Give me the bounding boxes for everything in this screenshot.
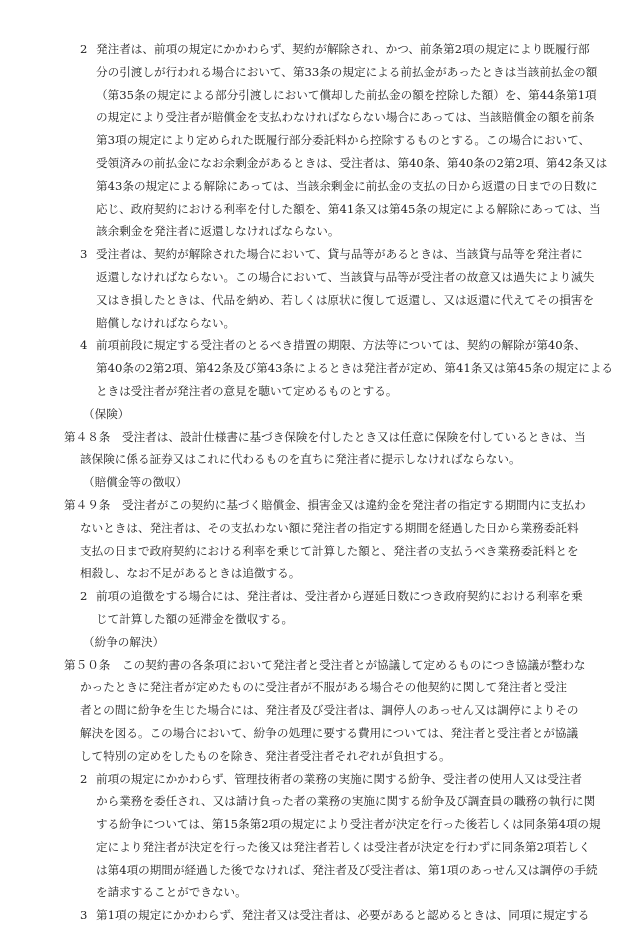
paragraph-number: 4: [80, 338, 88, 353]
paragraph: [0, 38, 630, 243]
article-heading: [0, 471, 630, 494]
paragraph-number: 2: [80, 771, 88, 786]
text-line: 又はき損したときは、代品を納め、若しくは原状に復して返還し、又は返還に代えてその損害を: [96, 292, 595, 307]
paragraph-number: 3: [80, 247, 88, 262]
text-line: 前項の追徴をする場合には、発注者は、受注者から遅延日数につき政府契約における利率を乗: [96, 589, 583, 604]
text-line: 返還しなければならない。この場合において、当該貸与品等が受注者の故意又は過失により滅失: [96, 269, 595, 284]
text-line: かったときに発注者が定めたものに受注者が不服がある場合その他契約に関して発注者と受注: [80, 680, 567, 695]
paragraph: [0, 334, 630, 402]
text-line: 者との間に紛争を生じた場合には、発注者及び受注者は、調停人のあっせん又は調停によりその: [80, 703, 579, 718]
text-line: 受注者は、契約が解除された場合において、貸与品等があるときは、当該貸与品等を発注者に: [96, 247, 583, 262]
text-line: 前項前段に規定する受注者のとるべき措置の期限、方法等については、契約の解除が第40条、: [96, 338, 586, 353]
article-heading: [0, 403, 630, 426]
text-line: から業務を委任され、又は請け負った者の業務の実施に関する紛争及び調査員の職務の執行に関: [96, 794, 596, 809]
text-line: 該保険に係る証券又はこれに代わるものを直ちに発注者に提示しなければならない。: [80, 452, 521, 467]
text-line: 第４８条 受注者は、設計仕様書に基づき保険を付したとき又は任意に保険を付しているときは、当: [64, 429, 586, 444]
article: [0, 494, 630, 585]
text-line: 定により発注者が決定を行った後又は発注者若しくは受注者が決定を行わずに同条第2項若しく: [96, 839, 591, 854]
text-line: 第４９条 受注者がこの契約に基づく賠償金、損害金又は違約金を発注者の指定する期間内に支払わ: [64, 497, 586, 512]
text-line: 該余剰金を発注者に返還しなければならない。: [96, 224, 340, 239]
paragraph-number: 2: [80, 589, 88, 604]
text-line: 発注者は、前項の規定にかかわらず、契約が解除され、かつ、前条第2項の規定により既履行部: [96, 42, 590, 56]
paragraph-number: 3: [80, 908, 88, 923]
paragraph: [0, 585, 630, 631]
paragraph: [0, 243, 630, 334]
text-line: は第4項の期間が経過した後でなければ、発注者及び受注者は、第1項のあっせん又は調停の手続: [96, 862, 598, 877]
text-line: 支払の日まで政府契約における利率を乗じて計算した額と、発注者の支払うべき業務委託料とを: [80, 543, 579, 558]
text-line: 解決を図る。この場合において、紛争の処理に要する費用については、発注者と受注者とが協議: [80, 725, 579, 740]
text-line: 応じ、政府契約における利率を付した額を、第41条又は第45条の規定による解除にあっては、当: [96, 201, 601, 216]
text-line: 相殺し、なお不足があるときは追徴する。: [80, 566, 301, 581]
article: [0, 426, 630, 472]
text-line: を請求することができない。: [96, 885, 247, 900]
text-line: 賠償しなければならない。: [96, 315, 236, 330]
text-line: して特別の定めをしたものを除き、発注者受注者それぞれが負担する。: [80, 748, 451, 763]
article-heading: [0, 631, 630, 654]
text-line: じて計算した額の延滞金を徴収する。: [96, 611, 294, 626]
text-line: の規定により受注者が賠償金を支払わなければならない場合にあっては、当該賠償金の額を前条: [96, 110, 595, 125]
text-line: 受領済みの前払金になお余剰金があるときは、受注者は、第40条、第40条の2第2項、第42条又は: [96, 155, 608, 170]
text-line: ときは受注者が発注者の意見を聴いて定めるものとする。: [96, 383, 398, 398]
text-line: （紛争の解決）: [83, 634, 165, 649]
paragraph: [0, 904, 630, 927]
text-line: する紛争については、第15条第2項の規定により受注者が決定を行った後若しくは同条第4項の規: [96, 817, 601, 832]
paragraph-number: 2: [80, 42, 88, 56]
text-line: 前項の規定にかかわらず、管理技術者の業務の実施に関する紛争、受注者の使用人又は受注者: [96, 771, 583, 786]
article: [0, 654, 630, 768]
text-line: 分の引渡しが行われる場合において、第33条の規定による前払金があったときは当該前払金の額: [96, 64, 598, 79]
text-line: 第40条の2第2項、第42条及び第43条によるときは発注者が定め、第41条又は第45条の規定による: [96, 361, 614, 376]
text-line: 第５０条 この契約書の各条項において発注者と受注者とが協議して定めるものにつき協議が整わな: [64, 657, 586, 672]
text-line: （賠償金等の徴収）: [83, 475, 188, 490]
text-line: 第43条の規定による解除にあっては、当該余剰金に前払金の支払の日から返還の日までの日数に: [96, 178, 598, 193]
text-line: ないときは、発注者は、その支払わない額に発注者の指定する期間を経過した日から業務委託料: [80, 520, 579, 535]
text-line: 第3項の規定により定められた既履行部分委託料から控除するものとする。この場合において、: [96, 133, 591, 148]
text-line: 第1項の規定にかかわらず、発注者又は受注者は、必要があると認めるときは、同項に規定する: [96, 908, 590, 923]
text-line: （保険）: [83, 406, 130, 421]
paragraph: [0, 768, 630, 905]
text-line: （第35条の規定による部分引渡しにおいて償却した前払金の額を控除した額）を、第44条第1項: [96, 87, 597, 102]
